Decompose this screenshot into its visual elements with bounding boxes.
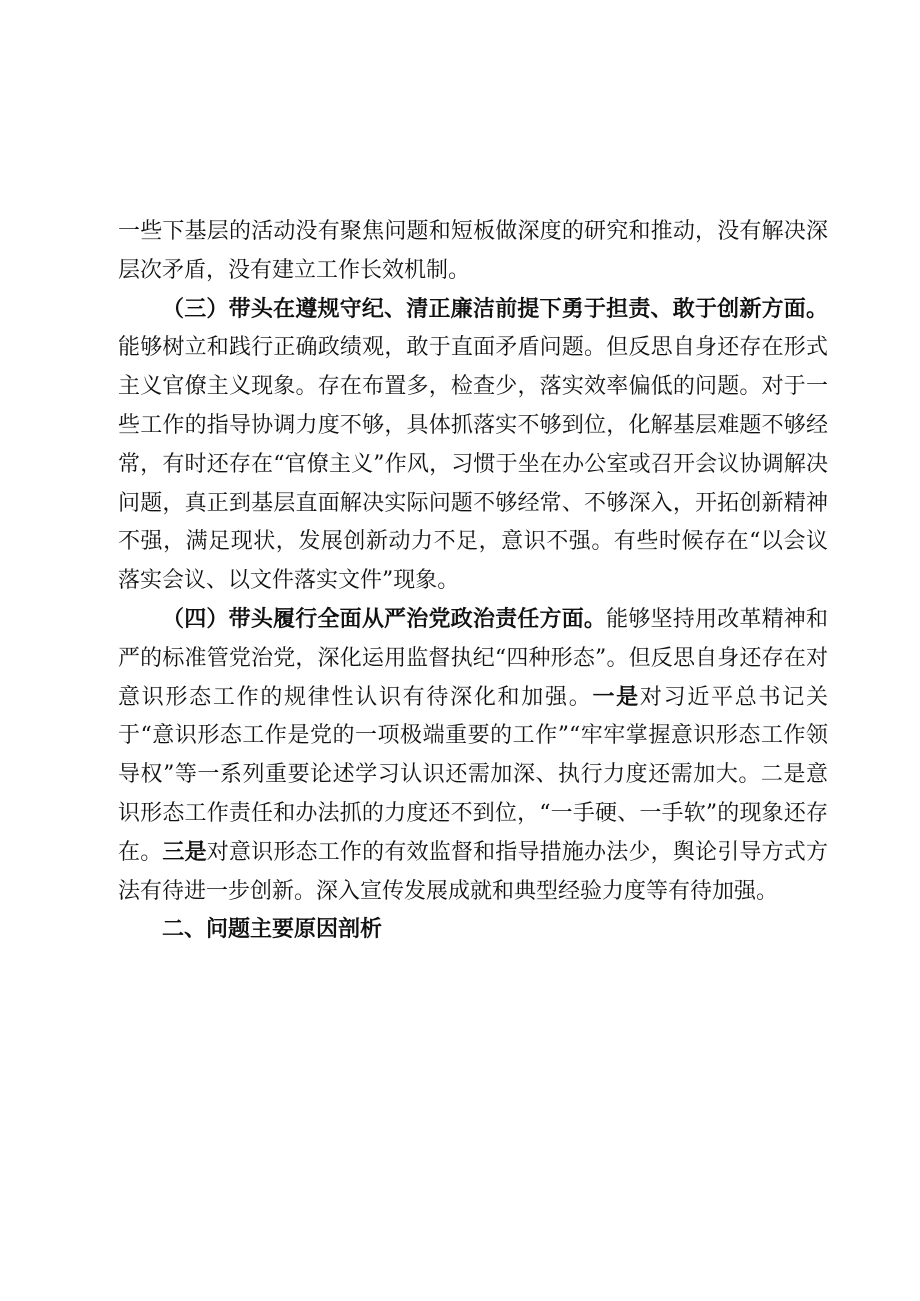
paragraph-2-text: 能够树立和践行正确政绩观，敢于直面矛盾问题。但反思自身还存在形式主义官僚主义现象。存在布置多，检查少，落实效率偏低的问题。对于一些工作的指导协调力度不够，具体抓落实不够到位，化解基层难题不够经常，有时还存在“官僚主义”作风，习惯于坐在办公室或召开会议协调解决问题，真正到基层直面解决实际问题不够经常、不够深入，开拓创新精神不强，满足现状，发展创新动力不足，意识不强。有些时候存在“以会议落实会议、以文件落实文件”现象。 bbox=[118, 335, 828, 594]
paragraph-2-heading: （三）带头在遵规守纪、清正廉洁前提下勇于担责、敢于创新方面。 bbox=[162, 296, 828, 322]
paragraph-3-marker-3: 三是 bbox=[162, 839, 207, 865]
paragraph-3-heading: （四）带头履行全面从严治党政治责任方面。 bbox=[162, 606, 607, 632]
paragraph-3 bbox=[118, 601, 828, 911]
section-heading: 二、问题主要原因剖析 bbox=[162, 917, 383, 943]
paragraph-1-text: 一些下基层的活动没有聚焦问题和短板做深度的研究和推动，没有解决深层次矛盾，没有建立工作长效机制。 bbox=[118, 219, 828, 283]
paragraph-1 bbox=[118, 213, 828, 291]
paragraph-3-text-b: 对习近平总书记关于“意识形态工作是党的一项极端重要的工作”“牢牢掌握意识形态工作领导权”等一系列重要论述学习认识还需加深、执行力度还需加大。二是意识形态工作责任和办法抓的力度还不到位，“一手硬、一手软”的现象还存在。 bbox=[118, 684, 828, 865]
paragraph-3-marker-1: 一是 bbox=[592, 684, 640, 710]
paragraph-3-text-a: 能够坚持用改革精神和严的标准管党治党，深化运用监督执纪“四种形态”。但反思自身还存在对意识形态工作的规律性认识有待深化和加强。 bbox=[118, 606, 828, 710]
document-body bbox=[118, 213, 828, 950]
paragraph-2 bbox=[118, 291, 828, 601]
paragraph-3-text-c: 对意识形态工作的有效监督和指导措施办法少，舆论引导方式方法有待进一步创新。深入宣传发展成就和典型经验力度等有待加强。 bbox=[118, 839, 828, 904]
